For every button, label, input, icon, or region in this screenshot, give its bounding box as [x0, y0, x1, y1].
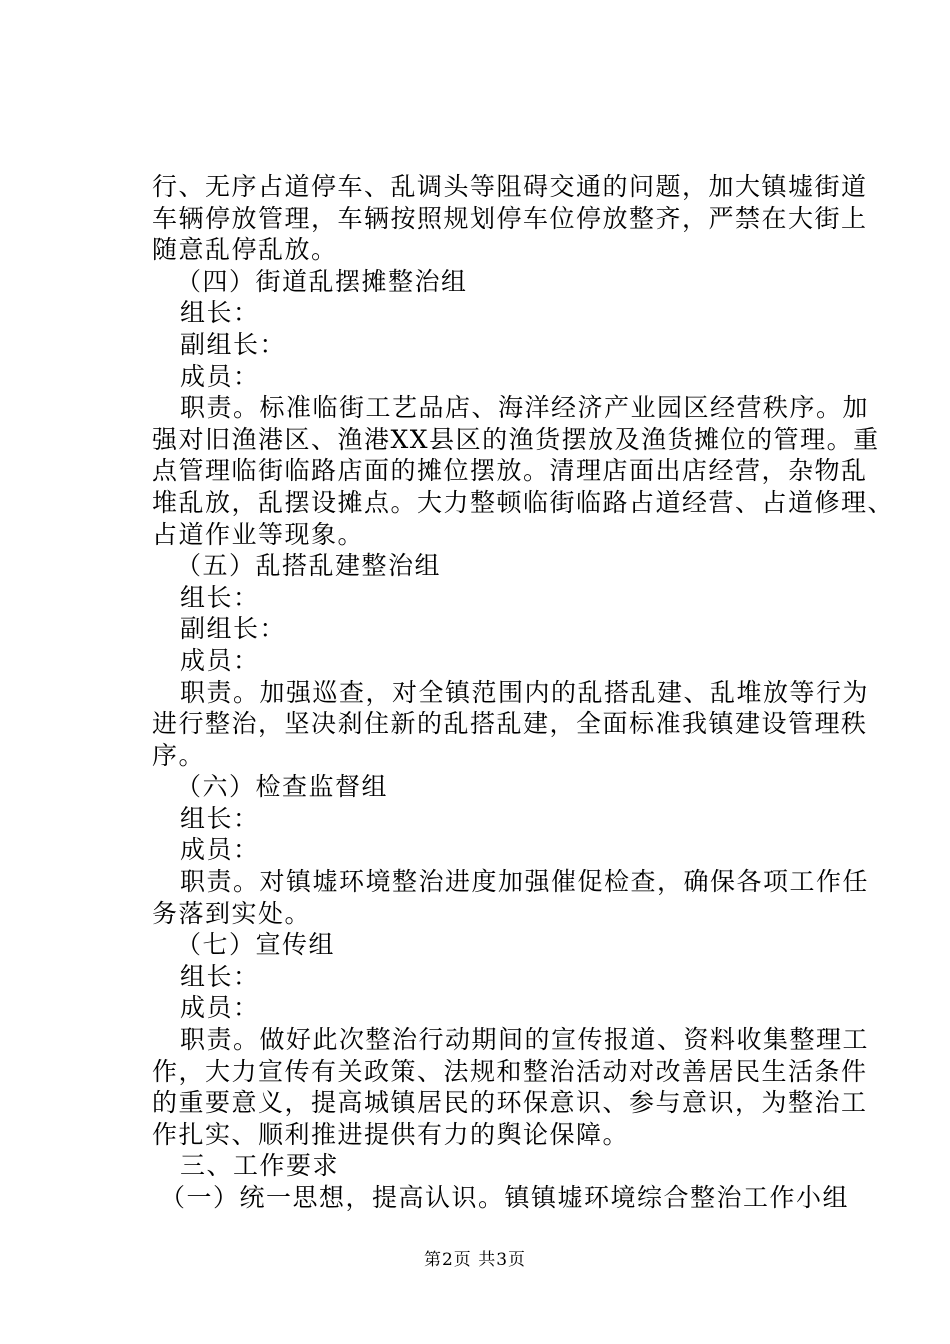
- section-heading: （六）检查监督组: [176, 772, 389, 802]
- paragraph-line: 作，大力宣传有关政策、法规和整治活动对改善居民生活条件: [152, 1056, 868, 1086]
- field-label: 副组长：: [180, 329, 287, 359]
- paragraph-line: 堆乱放，乱摆设摊点。大力整顿临街临路占道经营、占道修理、: [152, 487, 895, 517]
- paragraph-line: 的重要意义，提高城镇居民的环保意识、参与意识，为整治工: [152, 1088, 868, 1118]
- paragraph-line: 强对旧渔港区、渔港XX县区的渔货摆放及渔货摊位的管理。重: [152, 424, 880, 454]
- field-label: 成员：: [180, 835, 260, 865]
- paragraph-line: 点管理临街临路店面的摊位摆放。清理店面出店经营，杂物乱: [152, 456, 868, 486]
- paragraph-line: 进行整治，坚决刹住新的乱搭乱建，全面标准我镇建设管理秩: [152, 709, 868, 739]
- field-label: 副组长：: [180, 614, 287, 644]
- page-number-footer: 第2页 共3页: [423, 1250, 527, 1270]
- paragraph-line: 职责。标准临街工艺品店、海洋经济产业园区经营秩序。加: [180, 393, 870, 423]
- paragraph-line: 职责。对镇墟环境整治进度加强催促检查，确保各项工作任: [180, 867, 870, 897]
- paragraph-line: 随意乱停乱放。: [152, 235, 338, 265]
- section-heading: （四）街道乱摆摊整治组: [176, 266, 468, 296]
- field-label: 成员：: [180, 645, 260, 675]
- field-label: 成员：: [180, 993, 260, 1023]
- document-body: [152, 171, 895, 1214]
- paragraph-line: 作扎实、顺利推进提供有力的舆论保障。: [152, 1119, 630, 1149]
- paragraph-line: 职责。做好此次整治行动期间的宣传报道、资料收集整理工: [180, 1025, 870, 1055]
- section-heading: （五）乱搭乱建整治组: [176, 551, 442, 581]
- paragraph-line: 占道作业等现象。: [152, 519, 365, 549]
- field-label: 组长：: [180, 803, 260, 833]
- paragraph-line: 序。: [152, 740, 206, 770]
- field-label: 组长：: [180, 298, 260, 328]
- paragraph-line: 务落到实处。: [152, 898, 312, 928]
- section-heading: （七）宣传组: [176, 930, 336, 960]
- paragraph-line: 行、无序占道停车、乱调头等阻碍交通的问题，加大镇墟街道: [152, 172, 868, 201]
- field-label: 组长：: [180, 582, 260, 612]
- paragraph-line: （一）统一思想，提高认识。镇镇墟环境综合整治工作小组: [160, 1183, 850, 1212]
- field-label: 组长：: [180, 961, 260, 991]
- field-label: 成员：: [180, 361, 260, 391]
- section-heading: 三、工作要求: [180, 1151, 340, 1181]
- paragraph-line: 车辆停放管理，车辆按照规划停车位停放整齐，严禁在大街上: [152, 203, 868, 233]
- paragraph-line: 职责。加强巡查，对全镇范围内的乱搭乱建、乱堆放等行为: [180, 677, 870, 707]
